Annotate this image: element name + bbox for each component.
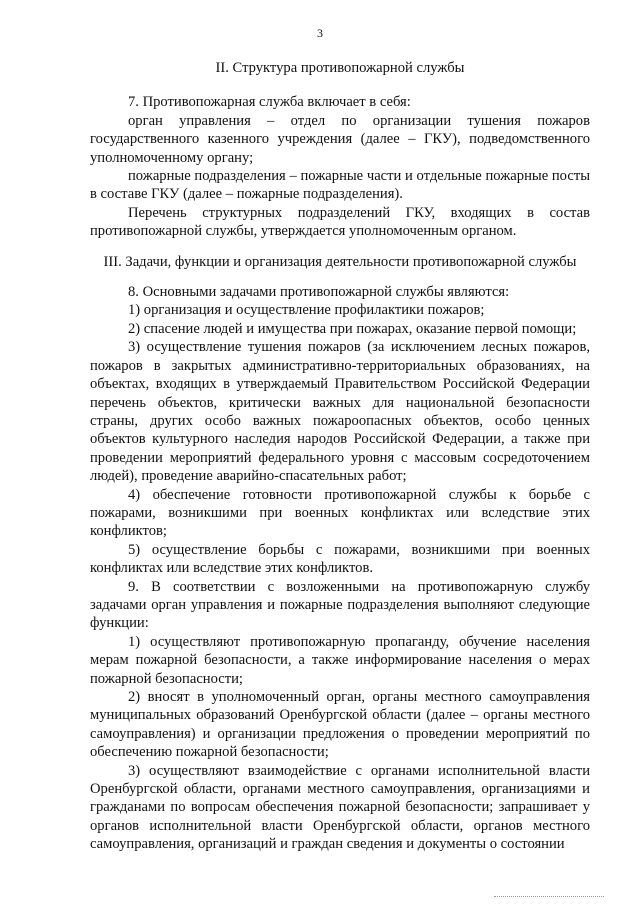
paragraph: 9. В соответствии с возложенными на противопожарную службу задачами орган управления и пожарные подразделения выполняют следующие функции:: [90, 578, 590, 632]
paragraph: орган управления – отдел по организации тушения пожаров государственного казенного учреждения (далее – ГКУ), подведомственного уполномоченному органу;: [90, 112, 590, 166]
paragraph: 8. Основными задачами противопожарной службы являются:: [128, 284, 510, 301]
document-body: [90, 59, 590, 854]
paragraph: Перечень структурных подразделений ГКУ, входящих в состав противопожарной службы, утверждается уполномоченным органом.: [90, 204, 590, 240]
paragraph: 7. Противопожарная служба включает в себя:: [128, 94, 411, 111]
paragraph: 1) организация и осуществление профилактики пожаров;: [128, 302, 485, 319]
paragraph: 2) спасение людей и имущества при пожарах, оказание первой помощи;: [128, 320, 577, 337]
paragraph: 3) осуществление тушения пожаров (за исключением лесных пожаров, пожаров в закрытых административно-территориальных образованиях, на объектах, входящих в утверждаемый Правительством Российской Федерации перечень объектов, критически важных для национальной безопасности страны, других особо важных пожароопасных объектов, особо ценных объектов культурного наследия народов Российской Федерации, а также при проведении мероприятий федерального уровня с массовым сосредоточением людей), проведение аварийно-спасательных работ;: [90, 339, 590, 485]
paragraph: пожарные подразделения – пожарные части и отдельные пожарные посты в составе ГКУ (далее – пожарные подразделения).: [90, 168, 590, 203]
page-number: 3: [317, 26, 323, 40]
paragraph: 2) вносят в уполномоченный орган, органы местного самоуправления муниципальных образований Оренбургской области (далее – органы местного самоуправления) и организации предложения о проведении мероприятий по обеспечению пожарной безопасности;: [90, 689, 590, 761]
paragraph: 4) обеспечение готовности противопожарной службы к борьбе с пожарами, возникшими при военных конфликтах или вследствие этих конфликтов;: [90, 486, 590, 540]
scan-artifact-line: [494, 896, 604, 899]
paragraph: 3) осуществляют взаимодействие с органами исполнительной власти Оренбургской области, органами местного самоуправления, организациями и гражданами по вопросам обеспечения пожарной безопасности; запрашивает у органов исполнительной власти Оренбургской области, органов местного самоуправления, организаций и граждан сведения и документы о состоянии: [90, 762, 590, 853]
paragraph: 5) осуществление борьбы с пожарами, возникшими при военных конфликтах или вследствие этих конфликтов.: [90, 541, 590, 577]
section-2-heading: II. Структура противопожарной службы: [215, 60, 465, 76]
section-3-heading: III. Задачи, функции и организация деятельности противопожарной службы: [103, 253, 577, 270]
paragraph: 1) осуществляют противопожарную пропаганду, обучение населения мерам пожарной безопасности, а также информирование населения о мерах пожарной безопасности;: [90, 633, 590, 687]
